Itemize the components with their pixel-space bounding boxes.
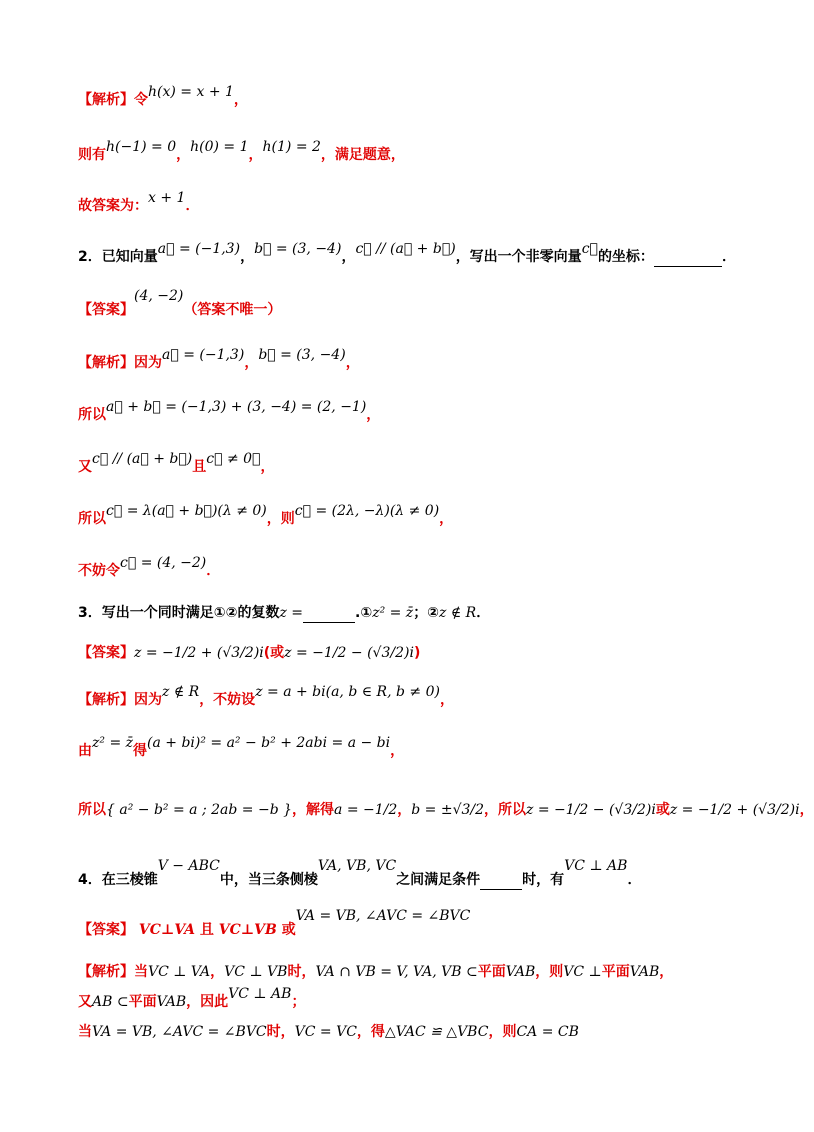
line-q4-a3 [78, 1022, 579, 1042]
text-run: 或 [276, 922, 296, 938]
math-expression: c⃗ = (4, −2) [120, 555, 207, 571]
text-run: （答案不唯一） [183, 302, 282, 318]
text-run: 所以 [78, 407, 106, 423]
math-expression: z = −1/2 + (√3/2)i [669, 802, 800, 818]
text-run: 当 [78, 1024, 92, 1040]
math-expression: c⃗ ≠ 0⃗ [206, 451, 261, 467]
text-run: ， [397, 802, 412, 818]
text-run: ， [390, 743, 405, 759]
line-q2-a5 [78, 555, 221, 581]
line-q4-a2 [78, 986, 306, 1012]
math-expression: h(1) = 2 [262, 139, 321, 155]
text-run: ， [233, 92, 248, 108]
math-expression: △VAC ≌ △VBC [384, 1024, 489, 1040]
math-expression: x + 1 [148, 190, 186, 206]
line-q4 [78, 858, 642, 890]
math-expression: a⃗ = (−1,3) [162, 347, 245, 363]
text-run: 之间满足条件 [396, 872, 481, 888]
text-run: 得 [133, 743, 147, 759]
line-q2-a4 [78, 503, 454, 529]
math-expression: z ∉ R [439, 605, 477, 621]
text-run: 中，当三条侧棱 [219, 872, 318, 888]
text-run: ， [176, 147, 191, 163]
text-run: 又 [78, 994, 92, 1010]
math-expression: VC ⊥ VA [148, 964, 211, 980]
text-run: ) [413, 645, 421, 661]
math-expression: CA = CB [516, 1024, 579, 1040]
text-run: 且 [192, 459, 207, 475]
text-run: ，则 [488, 1024, 517, 1040]
text-run: 所以 [78, 802, 106, 818]
line-q2-a1 [78, 347, 360, 373]
text-run: ， [439, 511, 454, 527]
text-run: ． [185, 198, 200, 214]
text-run: ， [799, 802, 814, 818]
line-p1-analysis [78, 84, 248, 110]
math-expression: h(−1) = 0 [106, 139, 177, 155]
text-run: ； [291, 994, 306, 1010]
math-expression: VC⊥VA [138, 922, 195, 938]
math-expression: AB ⊂ [92, 994, 129, 1010]
text-run: 【答案】 [78, 645, 134, 661]
text-run: ． [627, 872, 642, 888]
math-expression: a = −1/2 [334, 802, 398, 818]
math-expression: VA, VB, VC [317, 858, 397, 874]
math-expression: z² = z̄ [92, 735, 133, 751]
text-run: 【答案】 [78, 922, 139, 938]
text-run: ， [439, 692, 454, 708]
text-run: 由 [78, 743, 92, 759]
math-expression: c⃗ = (2λ, −λ)(λ ≠ 0) [294, 503, 440, 519]
math-expression: VC ⊥ AB [228, 986, 292, 1002]
line-q3-a1 [78, 684, 454, 710]
math-expression: (4, −2) [134, 288, 184, 304]
math-expression: z = a + bi(a, b ∈ R, b ≠ 0) [255, 684, 440, 700]
line-q4-a1 [78, 962, 673, 982]
text-run: ， [210, 964, 225, 980]
text-run: ． [721, 249, 736, 265]
text-run: ． [206, 563, 221, 579]
text-run: ，满足题意， [320, 147, 405, 163]
line-q2 [78, 241, 736, 267]
line-q2-answer [78, 288, 282, 320]
math-expression: a⃗ = (−1,3) [157, 241, 241, 257]
math-expression: c⃗ // (a⃗ + b⃗) [92, 451, 193, 467]
math-expression: a⃗ + b⃗ = (−1,3) + (3, −4) = (2, −1) [106, 399, 367, 415]
math-expression: VC ⊥ [563, 964, 602, 980]
text-run: 平面 [477, 964, 506, 980]
text-run: ， [659, 964, 674, 980]
text-run: ． [476, 605, 491, 621]
line-q3-a2 [78, 735, 405, 761]
text-run: ，写出一个非零向量 [455, 249, 582, 265]
math-expression: VA ∩ VB = V, VA, VB ⊂ [315, 964, 478, 980]
text-run: 时，有 [522, 872, 565, 888]
math-expression: V − ABC [157, 858, 220, 874]
math-expression: VAB [629, 964, 660, 980]
math-expression: c⃗ = λ(a⃗ + b⃗)(λ ≠ 0) [106, 503, 267, 519]
text-run: 【解析】令 [78, 92, 148, 108]
text-run: ， [240, 249, 255, 265]
text-run: ，解得 [292, 802, 335, 818]
text-run: 时， [266, 1024, 295, 1040]
answer-blank [654, 252, 722, 267]
text-run: ， [341, 249, 356, 265]
math-expression: b = ±√3/2 [411, 802, 485, 818]
math-expression: VC = VC [294, 1024, 357, 1040]
text-run: .① [355, 605, 373, 621]
line-p1-answer [78, 190, 200, 216]
math-expression: c⃗ // (a⃗ + b⃗) [355, 241, 456, 257]
math-expression: z = −1/2 + (√3/2)i [134, 645, 264, 661]
math-expression: { a² − b² = a ; 2ab = −b } [106, 802, 293, 818]
math-expression: b⃗ = (3, −4) [254, 241, 342, 257]
math-expression: b⃗ = (3, −4) [258, 347, 346, 363]
math-expression: VAB [505, 964, 536, 980]
line-q2-a2 [78, 399, 381, 425]
text-run: 2．已知向量 [78, 249, 158, 265]
text-run: 所以 [78, 511, 106, 527]
math-expression: VAB [156, 994, 187, 1010]
math-expression: z² = z̄ [372, 605, 414, 621]
math-expression: z = −1/2 − (√3/2)i [284, 645, 414, 661]
answer-blank [303, 608, 355, 623]
text-run: ， [345, 355, 360, 371]
math-expression: z ∉ R [162, 684, 200, 700]
math-expression: c⃗ [581, 241, 598, 257]
text-run: ，因此 [186, 994, 229, 1010]
math-expression: h(x) = x + 1 [148, 84, 234, 100]
text-run: ， [244, 355, 259, 371]
text-run: ，不妨设 [199, 692, 256, 708]
line-q3 [78, 603, 490, 623]
line-q3-answer [78, 643, 420, 663]
text-run: 4．在三棱锥 [78, 872, 158, 888]
text-run: ；② [413, 605, 440, 621]
math-expression: VA = VB, ∠AVC = ∠BVC [295, 908, 471, 924]
text-run: 时， [287, 964, 316, 980]
line-q2-a3 [78, 451, 275, 477]
math-expression: VC⊥VB [218, 922, 277, 938]
text-run: 则有 [78, 147, 106, 163]
text-run: 【答案】 [78, 302, 134, 318]
text-run: ，所以 [484, 802, 527, 818]
math-expression: z = [279, 605, 304, 621]
text-run: ，则 [535, 964, 564, 980]
text-run: (或 [263, 645, 285, 661]
math-expression: VA = VB, ∠AVC = ∠BVC [92, 1024, 267, 1040]
text-run: ， [366, 407, 381, 423]
text-run: 或 [655, 802, 670, 818]
text-run: 平面 [601, 964, 630, 980]
math-expression: VC ⊥ VB [224, 964, 288, 980]
text-run: 故答案为： [78, 198, 148, 214]
math-expression: (a + bi)² = a² − b² + 2abi = a − bi [147, 735, 391, 751]
text-run: 【解析】因为 [78, 355, 162, 371]
line-p1-then [78, 139, 405, 165]
text-run: 【解析】当 [78, 964, 148, 980]
text-run: 不妨令 [78, 563, 120, 579]
text-run: 的坐标： [597, 249, 654, 265]
text-run: ， [260, 459, 275, 475]
line-q3-a3 [78, 800, 814, 820]
math-expression: z = −1/2 − (√3/2)i [526, 802, 656, 818]
answer-blank [480, 875, 522, 890]
text-run: 且 [194, 922, 219, 938]
text-run: 【解析】因为 [78, 692, 162, 708]
text-run: ， [248, 147, 263, 163]
math-expression: h(0) = 1 [190, 139, 249, 155]
text-run: 3．写出一个同时满足①②的复数 [78, 605, 280, 621]
text-run: 平面 [128, 994, 157, 1010]
text-run: ，则 [266, 511, 295, 527]
text-run: ，得 [356, 1024, 385, 1040]
text-run: 又 [78, 459, 92, 475]
line-q4-answer [78, 908, 471, 940]
math-expression: VC ⊥ AB [564, 858, 628, 874]
